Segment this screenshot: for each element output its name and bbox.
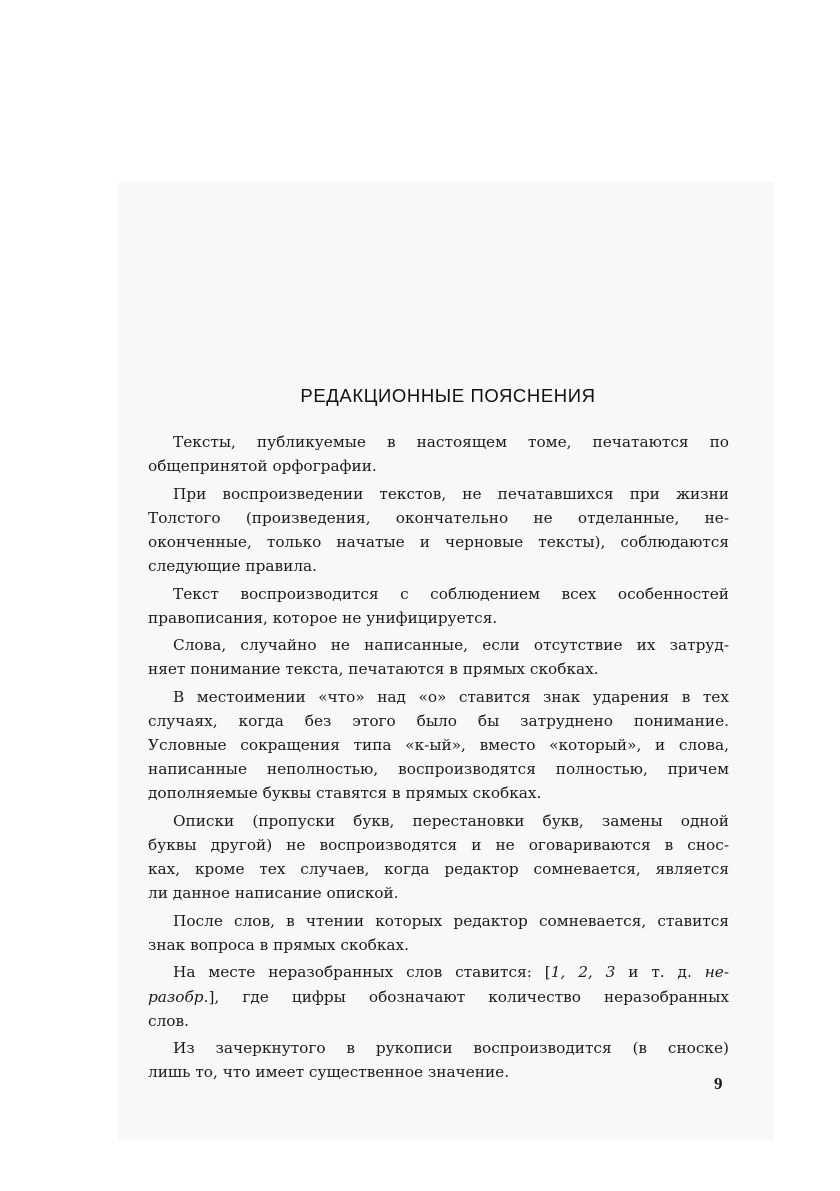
text-run: ], где цифры обозначают количество неразобранных bbox=[208, 987, 729, 1006]
text-line: оконченные, только начатые и черновые тексты), соблюдаются bbox=[148, 532, 729, 551]
text-line: ли данное написание опиской. bbox=[148, 884, 399, 903]
body-text bbox=[148, 430, 729, 1088]
paragraph bbox=[148, 960, 729, 1032]
text-line: дополняемые буквы ставятся в прямых скобках. bbox=[148, 784, 542, 803]
text-line: правописания, которое не унифицируется. bbox=[148, 608, 498, 627]
text-line bbox=[148, 960, 729, 984]
text-line: Тексты, публикуемые в настоящем томе, печатаются по bbox=[173, 433, 729, 451]
paragraph bbox=[148, 430, 729, 478]
paragraph bbox=[148, 809, 729, 905]
text-run-italic: разобр. bbox=[148, 987, 209, 1006]
text-line: Описки (пропуски букв, перестановки букв, замены одной bbox=[173, 811, 729, 830]
text-run-italic: 1, 2, 3 bbox=[550, 963, 616, 982]
text-line: После слов, в чтении которых редактор сомневается, ставится bbox=[173, 911, 729, 930]
paragraph bbox=[148, 633, 729, 681]
text-line: Из зачеркнутого в рукописи воспроизводится (в сноске) bbox=[173, 1039, 729, 1058]
paragraph bbox=[148, 685, 729, 805]
text-line: общепринятой орфографии. bbox=[148, 457, 377, 476]
page-number: 9 bbox=[714, 1074, 723, 1093]
text-line: случаях, когда без этого было бы затруднено понимание. bbox=[148, 712, 729, 731]
text-run-italic: не- bbox=[704, 963, 729, 982]
text-line: слов. bbox=[148, 1011, 189, 1030]
text-line bbox=[148, 985, 729, 1009]
text-line: буквы другой) не воспроизводятся и не оговариваются в снос- bbox=[148, 836, 729, 854]
text-line: лишь то, что имеет существенное значение. bbox=[148, 1063, 510, 1082]
text-run: и т. д. bbox=[615, 963, 705, 982]
text-line: написанные неполностью, воспроизводятся полностью, причем bbox=[148, 760, 729, 779]
paragraph bbox=[148, 1036, 729, 1084]
paragraph bbox=[148, 482, 729, 578]
text-line: няет понимание текста, печатаются в прямых скобках. bbox=[148, 660, 599, 679]
text-line: В местоимении «что» над «о» ставится знак ударения в тех bbox=[173, 687, 729, 706]
page-title: РЕДАКЦИОННЫЕ ПОЯСНЕНИЯ bbox=[300, 385, 596, 406]
text-run: На месте неразобранных слов ставится: [ bbox=[173, 963, 551, 982]
text-line: Условные сокращения типа «к-ый», вместо «который», и слова, bbox=[148, 736, 729, 755]
paragraph bbox=[148, 909, 729, 957]
text-line: Толстого (произведения, окончательно не отделанные, не- bbox=[148, 508, 729, 527]
text-line: следующие правила. bbox=[148, 556, 318, 575]
text-line: ках, кроме тех случаев, когда редактор сомневается, является bbox=[148, 860, 729, 879]
text-line: При воспроизведении текстов, не печатавшихся при жизни bbox=[173, 484, 729, 503]
paragraph bbox=[148, 582, 729, 630]
text-line: Текст воспроизводится с соблюдением всех особенностей bbox=[173, 584, 729, 603]
text-line: Слова, случайно не написанные, если отсутствие их затруд- bbox=[173, 636, 729, 655]
text-line: знак вопроса в прямых скобках. bbox=[148, 935, 410, 954]
